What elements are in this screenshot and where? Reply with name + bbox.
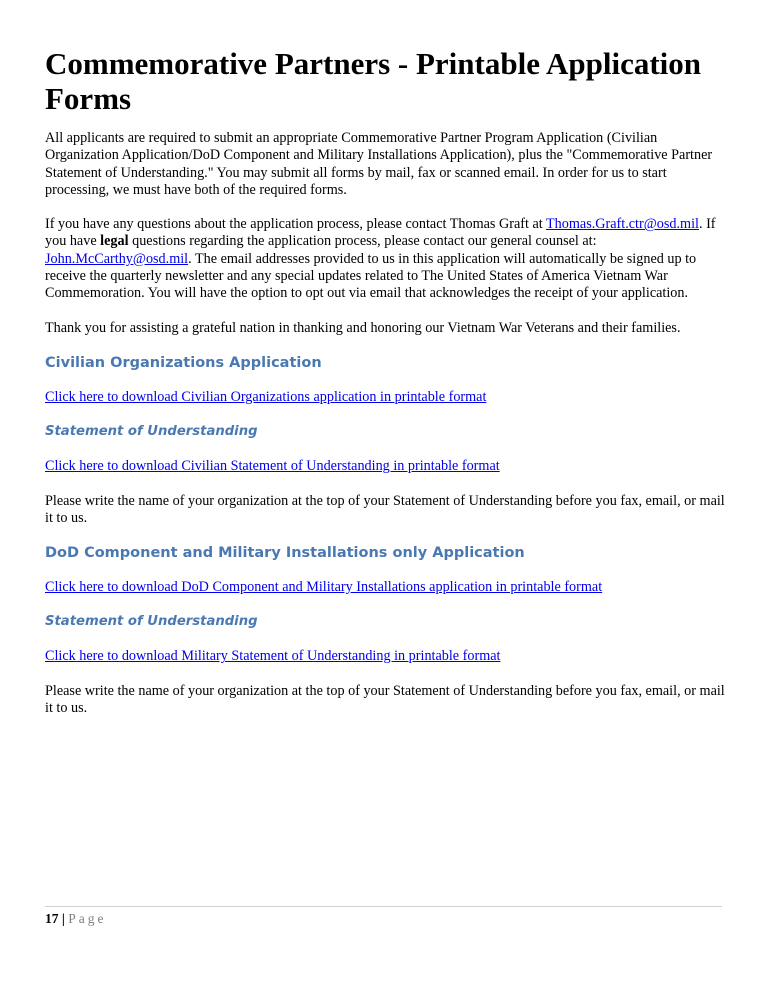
page-title: Commemorative Partners - Printable Application Forms xyxy=(45,46,702,116)
contact-text-2: . If you have xyxy=(45,216,716,250)
intro-paragraph: All applicants are required to submit an appropriate Commemorative Partner Program Application (Civilian Organization Application/DoD Component and Military Installations Application), plus the "Commemorative Partner Statement of Understanding." You may submit all forms by mail, fax or scanned email. In order for us to start processing, we must have both of the required forms. xyxy=(45,130,713,198)
civilian-app-link-line xyxy=(45,389,725,406)
civilian-sou-heading: Statement of Understanding xyxy=(45,424,258,440)
military-application-link[interactable]: Click here to download DoD Component and Military Installations application in printable format xyxy=(45,579,603,596)
military-sou-link-line xyxy=(45,648,725,665)
footer-separator: | xyxy=(61,911,65,926)
document-page xyxy=(45,46,725,734)
page-word: Page xyxy=(68,911,107,926)
civilian-application-link[interactable]: Click here to download Civilian Organizations application in printable format xyxy=(45,388,487,405)
contact-text-3: questions regarding the application process, please contact our general counsel at: xyxy=(128,233,597,250)
military-sou-link[interactable]: Click here to download Military Statement of Understanding in printable format xyxy=(45,648,501,665)
contact-paragraph xyxy=(45,216,725,302)
military-note: Please write the name of your organization at the top of your Statement of Understanding before you fax, email, or mail it to us. xyxy=(45,682,725,717)
civilian-sou-link[interactable]: Click here to download Civilian Statement of Understanding in printable format xyxy=(45,458,500,475)
page-footer xyxy=(45,911,106,927)
civilian-heading: Civilian Organizations Application xyxy=(45,354,322,371)
graft-email-link[interactable]: Thomas.Graft.ctr@osd.mil xyxy=(546,216,699,233)
page-number: 17 xyxy=(45,911,59,926)
contact-text-1: If you have any questions about the application process, please contact Thomas Graft at xyxy=(45,216,547,233)
thanks-paragraph: Thank you for assisting a grateful nation in thanking and honoring our Vietnam War Veterans and their families. xyxy=(45,319,681,336)
contact-text-4: . The email addresses provided to us in this application will automatically be signed up to receive the quarterly newsletter and any special updates related to The United States of America Vietnam War Commemoration. You will have the option to opt out via email that acknowledges the receipt of your application. xyxy=(45,250,697,302)
military-heading: DoD Component and Military Installations only Application xyxy=(45,545,525,562)
military-app-link-line xyxy=(45,579,725,596)
civilian-note: Please write the name of your organization at the top of your Statement of Understanding before you fax, email, or mail it to us. xyxy=(45,492,725,526)
military-sou-heading: Statement of Understanding xyxy=(45,614,258,630)
footer-divider xyxy=(45,906,722,907)
civilian-sou-link-line xyxy=(45,458,725,475)
mccarthy-email-link[interactable]: John.McCarthy@osd.mil xyxy=(45,250,189,267)
legal-bold: legal xyxy=(100,233,129,250)
